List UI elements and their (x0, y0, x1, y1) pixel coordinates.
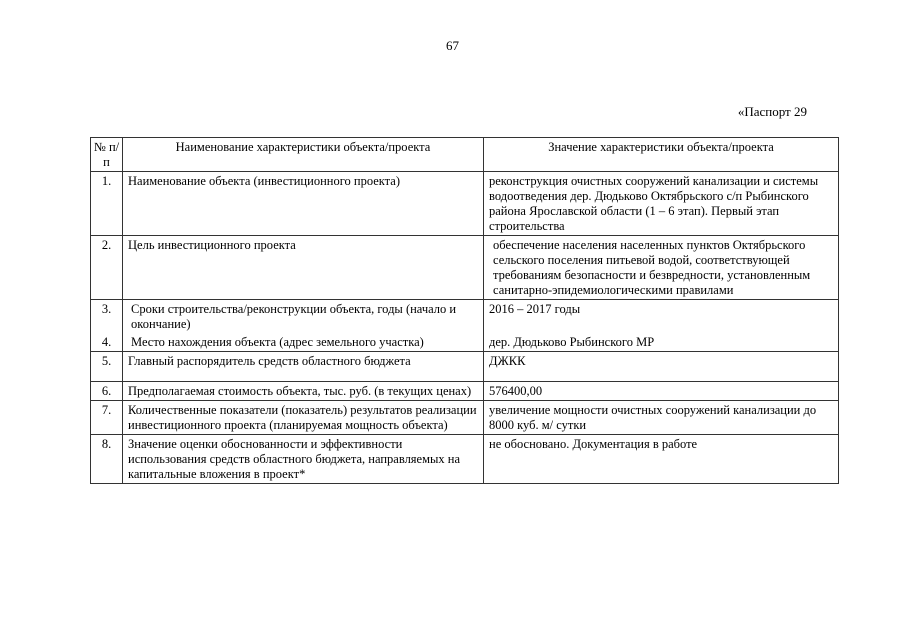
table-row (91, 333, 839, 352)
row-value: ДЖКК (484, 352, 839, 382)
row-name: Количественные показатели (показатель) результатов реализации инвестиционного проекта (планируемая мощность объекта) (123, 401, 484, 435)
row-value: дер. Дюдьково Рыбинского МР (484, 333, 839, 352)
table-header-row (91, 138, 839, 172)
header-num: № п/п (91, 138, 123, 172)
row-name: Цель инвестиционного проекта (123, 236, 484, 300)
row-num: 3. (91, 300, 123, 334)
table-row (91, 300, 839, 334)
row-num: 2. (91, 236, 123, 300)
row-value: реконструкция очистных сооружений канализации и системы водоотведения дер. Дюдьково Октябрьского с/п Рыбинского района Ярославской области (1 – 6 этап). Первый этап строительства (484, 172, 839, 236)
row-value: 576400,00 (484, 382, 839, 401)
row-num: 6. (91, 382, 123, 401)
row-value: увеличение мощности очистных сооружений канализации до 8000 куб. м/ сутки (484, 401, 839, 435)
header-value: Значение характеристики объекта/проекта (484, 138, 839, 172)
table-row (91, 172, 839, 236)
table-row (91, 401, 839, 435)
passport-table (90, 137, 839, 484)
table-row (91, 236, 839, 300)
row-value: обеспечение населения населенных пунктов Октябрьского сельского поселения питьевой водой, соответствующей требованиям безопасности и безвредности, установленным санитарно-эпидемиологическими правилами (484, 236, 839, 300)
table-row (91, 352, 839, 382)
passport-label: «Паспорт 29 (737, 104, 807, 119)
row-name: Предполагаемая стоимость объекта, тыс. руб. (в текущих ценах) (123, 382, 484, 401)
row-num: 1. (91, 172, 123, 236)
row-num: 4. (91, 333, 123, 352)
row-value: не обосновано. Документация в работе (484, 435, 839, 484)
row-name: Сроки строительства/реконструкции объекта, годы (начало и окончание) (123, 300, 484, 334)
row-value: 2016 – 2017 годы (484, 300, 839, 334)
row-name: Наименование объекта (инвестиционного проекта) (123, 172, 484, 236)
row-name: Место нахождения объекта (адрес земельного участка) (123, 333, 484, 352)
row-num: 5. (91, 352, 123, 382)
row-num: 8. (91, 435, 123, 484)
header-name: Наименование характеристики объекта/проекта (123, 138, 484, 172)
table-row (91, 435, 839, 484)
row-name: Главный распорядитель средств областного бюджета (123, 352, 484, 382)
row-name: Значение оценки обоснованности и эффективности использования средств областного бюджета, направляемых на капитальные вложения в проект* (123, 435, 484, 484)
row-num: 7. (91, 401, 123, 435)
table-row (91, 382, 839, 401)
page-number: 67 (446, 38, 459, 53)
